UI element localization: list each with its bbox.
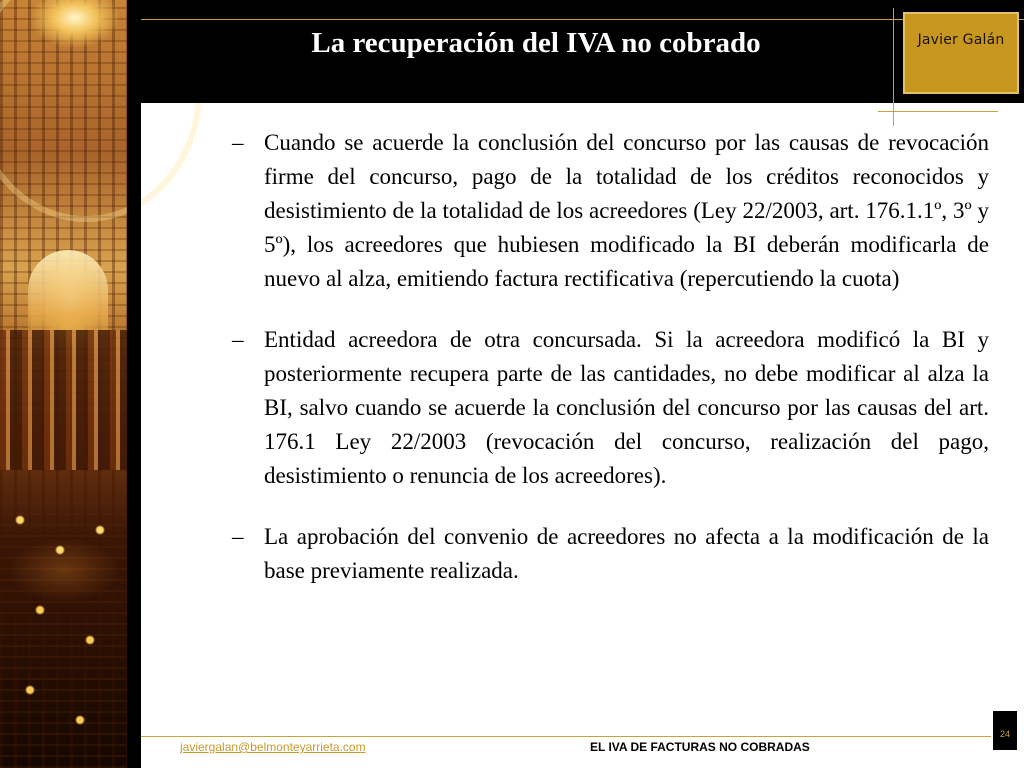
slide-body	[226, 126, 989, 615]
dash-marker: –	[232, 130, 244, 155]
bullet-item	[226, 126, 989, 296]
footer-email-link[interactable]: javiergalan@belmonteyarrieta.com	[180, 740, 366, 754]
logo-horizontal-line	[878, 111, 998, 112]
bullet-text: Cuando se acuerde la conclusión del concurso por las causas de revocación firme del concurso, pago de la totalidad de los créditos reconocidos y desistimiento de la totalidad de los acreedores (Ley 22/2003, art. 176.1.1º, 3º y 5º), los acreedores que hubiesen modificado la BI deberán modificarla de nuevo al alza, emitiendo factura rectificativa (repercutiendo la cuota)	[264, 130, 989, 291]
logo-text: Javier Galán	[917, 32, 1005, 48]
side-divider	[127, 0, 141, 768]
bullet-item	[226, 323, 989, 493]
page-number-box	[993, 711, 1017, 750]
columns-decoration	[0, 330, 127, 470]
bullet-text: La aprobación del convenio de acreedores no afecta a la modificación de la base previamente realizada.	[264, 524, 989, 583]
bullet-item	[226, 520, 989, 588]
dash-marker: –	[232, 327, 244, 352]
logo	[903, 12, 1019, 94]
bullet-text: Entidad acreedora de otra concursada. Si la acreedora modificó la BI y posteriormente recupera parte de las cantidades, no debe modificar al alza la BI, salvo cuando se acuerde la conclusión del concurso por las causas del art. 176.1 Ley 22/2003 (revocación del concurso, realización del pago, desistimiento o renuncia de los acreedores).	[264, 327, 989, 488]
reading-room-lamps-decoration	[0, 480, 127, 768]
title-accent-line	[141, 19, 1024, 20]
footer-title: EL IVA DE FACTURAS NO COBRADAS	[590, 740, 810, 754]
dash-marker: –	[232, 524, 244, 549]
page-number: 24	[999, 729, 1010, 739]
logo-vertical-line	[893, 8, 894, 126]
slide-title: La recuperación del IVA no cobrado	[311, 27, 761, 59]
footer-line	[141, 736, 991, 737]
library-dome-image	[0, 0, 127, 768]
